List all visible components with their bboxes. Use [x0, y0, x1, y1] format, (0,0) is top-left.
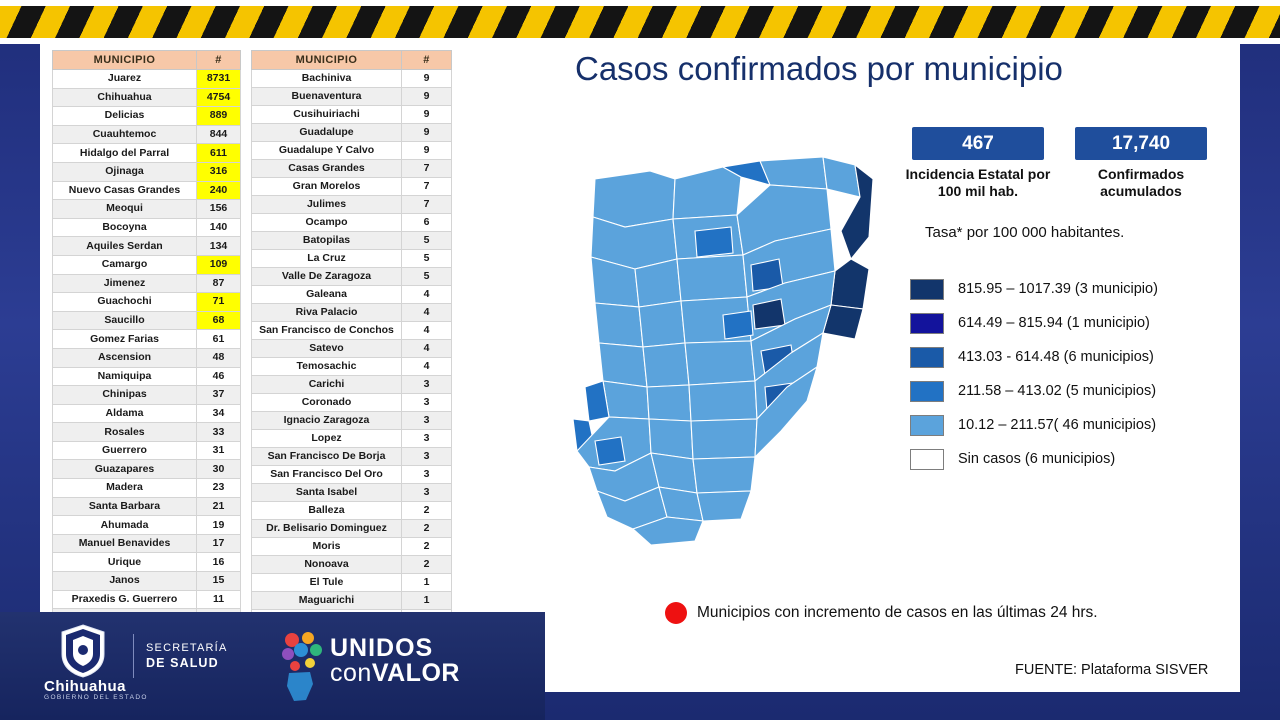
cell-count: 15 — [197, 572, 241, 591]
map-region — [603, 381, 649, 419]
cell-municipio: Meoqui — [53, 200, 197, 219]
table-row — [252, 70, 452, 88]
cell-count: 9 — [402, 70, 452, 88]
cell-count: 109 — [197, 255, 241, 274]
unidos-line1: UNIDOS — [330, 634, 434, 662]
table-row — [53, 553, 241, 572]
table-row — [53, 348, 241, 367]
table-row — [252, 556, 452, 574]
cell-municipio: Gran Morelos — [252, 178, 402, 196]
cell-count: 5 — [402, 268, 452, 286]
cell-municipio: Guerrero — [53, 441, 197, 460]
cell-municipio: Guadalupe — [252, 124, 402, 142]
table-row — [252, 196, 452, 214]
cell-count: 3 — [402, 448, 452, 466]
cell-municipio: Urique — [53, 553, 197, 572]
map-region — [647, 385, 691, 421]
stat-incidencia-value: 467 — [912, 127, 1044, 160]
cell-count: 844 — [197, 125, 241, 144]
cell-count: 4 — [402, 358, 452, 376]
state-name: Chihuahua — [44, 678, 126, 695]
cell-municipio: Ahumada — [53, 516, 197, 535]
table-row — [53, 144, 241, 163]
table-row — [53, 404, 241, 423]
cell-municipio: Praxedis G. Guerrero — [53, 590, 197, 609]
table-row — [252, 286, 452, 304]
cell-municipio: Ocampo — [252, 214, 402, 232]
table-header-row — [252, 51, 452, 70]
cell-count: 2 — [402, 520, 452, 538]
table-row — [252, 340, 452, 358]
cell-count: 87 — [197, 274, 241, 293]
map-region — [685, 341, 755, 385]
table-row — [53, 70, 241, 89]
map-region — [760, 157, 827, 189]
cell-count: 11 — [197, 590, 241, 609]
table-row — [53, 386, 241, 405]
page-title-thin: municipio — [923, 50, 1063, 87]
table-row — [53, 293, 241, 312]
cell-count: 240 — [197, 181, 241, 200]
cell-count: 46 — [197, 367, 241, 386]
table-row — [53, 479, 241, 498]
stat-incidencia-caption: Incidencia Estatal por 100 mil hab. — [905, 166, 1051, 199]
table-row — [53, 125, 241, 144]
increment-note-row — [665, 602, 1098, 624]
legend-color-swatch — [910, 279, 944, 300]
cell-municipio: Manuel Benavides — [53, 534, 197, 553]
cell-count: 4 — [402, 340, 452, 358]
cell-count: 2 — [402, 502, 452, 520]
map-region — [639, 301, 685, 347]
legend-label: 413.03 - 614.48 (6 municipios) — [958, 349, 1154, 365]
table-row — [53, 181, 241, 200]
cell-municipio: Buenaventura — [252, 88, 402, 106]
legend-label: 614.49 – 815.94 (1 municipio) — [958, 315, 1150, 331]
cell-count: 140 — [197, 218, 241, 237]
cell-municipio: San Francisco de Conchos — [252, 322, 402, 340]
table-row — [252, 214, 452, 232]
table-row — [252, 394, 452, 412]
table-row — [252, 358, 452, 376]
page-title — [575, 50, 1063, 88]
cell-municipio: El Tule — [252, 574, 402, 592]
table-body — [252, 70, 452, 628]
cell-municipio: Madera — [53, 479, 197, 498]
map-region — [723, 311, 753, 339]
legend-label: 815.95 – 1017.39 (3 municipio) — [958, 281, 1158, 297]
cell-municipio: Gomez Farias — [53, 330, 197, 349]
table-row — [53, 330, 241, 349]
increment-note-text: Municipios con incremento de casos en las últimas 24 hrs. — [697, 604, 1098, 621]
map-region-chihuahua — [753, 299, 785, 329]
cell-municipio: Balleza — [252, 502, 402, 520]
table-row — [252, 88, 452, 106]
cell-count: 889 — [197, 107, 241, 126]
legend-color-swatch — [910, 449, 944, 470]
cell-municipio: Nuevo Casas Grandes — [53, 181, 197, 200]
branding-bar — [0, 612, 545, 720]
table-row — [252, 574, 452, 592]
legend-color-swatch — [910, 415, 944, 436]
cell-count: 3 — [402, 484, 452, 502]
col-header-count: # — [402, 51, 452, 70]
cell-municipio: Guachochi — [53, 293, 197, 312]
cell-count: 7 — [402, 178, 452, 196]
cell-municipio: Riva Palacio — [252, 304, 402, 322]
cell-municipio: Julimes — [252, 196, 402, 214]
table-row — [53, 460, 241, 479]
cell-count: 16 — [197, 553, 241, 572]
table-row — [53, 590, 241, 609]
table-row — [252, 520, 452, 538]
table-row — [252, 232, 452, 250]
table-row — [252, 304, 452, 322]
cell-municipio: Cuauhtemoc — [53, 125, 197, 144]
cell-municipio: Cusihuiriachi — [252, 106, 402, 124]
cell-count: 71 — [197, 293, 241, 312]
source-text: FUENTE: Plataforma SISVER — [1015, 662, 1209, 678]
cell-municipio: Aldama — [53, 404, 197, 423]
table-row — [252, 592, 452, 610]
cell-count: 3 — [402, 466, 452, 484]
legend-label: 10.12 – 211.57( 46 municipios) — [958, 417, 1157, 433]
table-row — [252, 178, 452, 196]
cell-municipio: Moris — [252, 538, 402, 556]
table-row — [53, 534, 241, 553]
map-region — [689, 381, 757, 421]
cell-municipio: Nonoava — [252, 556, 402, 574]
stat-confirmados-caption: Confirmados acumulados — [1097, 166, 1185, 199]
cell-municipio: Valle De Zaragoza — [252, 268, 402, 286]
table-row — [252, 502, 452, 520]
map-region — [823, 157, 860, 197]
secretaria-line2: DE SALUD — [146, 656, 219, 670]
table-row — [252, 250, 452, 268]
table-row — [252, 412, 452, 430]
cell-count: 23 — [197, 479, 241, 498]
table-row — [53, 516, 241, 535]
legend-label: Sin casos (6 municipios) — [958, 451, 1116, 467]
state-outline-icon — [284, 670, 318, 704]
cell-count: 6 — [402, 214, 452, 232]
cell-count: 4 — [402, 322, 452, 340]
cell-count: 134 — [197, 237, 241, 256]
cell-count: 48 — [197, 348, 241, 367]
map-region — [643, 343, 689, 387]
legend-item — [910, 408, 1158, 442]
cell-count: 31 — [197, 441, 241, 460]
table-row — [252, 142, 452, 160]
table-row — [252, 160, 452, 178]
legend-item — [910, 272, 1158, 306]
table-row — [53, 255, 241, 274]
map-region — [649, 419, 693, 459]
cell-count: 5 — [402, 232, 452, 250]
cell-count: 19 — [197, 516, 241, 535]
brand-divider — [133, 634, 134, 678]
cell-municipio: San Francisco Del Oro — [252, 466, 402, 484]
table-body — [53, 70, 241, 628]
table-row — [252, 484, 452, 502]
cell-municipio: Juarez — [53, 70, 197, 89]
cell-count: 3 — [402, 376, 452, 394]
cell-count: 3 — [402, 430, 452, 448]
stat-confirmados-value: 17,740 — [1075, 127, 1207, 160]
cell-count: 7 — [402, 196, 452, 214]
unidos-valor: VALOR — [371, 659, 460, 687]
cell-municipio: Ojinaga — [53, 162, 197, 181]
cell-municipio: Janos — [53, 572, 197, 591]
table-row — [252, 124, 452, 142]
cell-municipio: Satevo — [252, 340, 402, 358]
cell-municipio: Bachiniva — [252, 70, 402, 88]
table-row — [252, 106, 452, 124]
cell-municipio: La Cruz — [252, 250, 402, 268]
municipality-tables — [52, 50, 452, 628]
map-region — [599, 343, 647, 387]
table-row — [53, 572, 241, 591]
cell-count: 5 — [402, 250, 452, 268]
cell-count: 9 — [402, 142, 452, 160]
cell-municipio: Camargo — [53, 255, 197, 274]
cell-municipio: Saucillo — [53, 311, 197, 330]
table-row — [53, 88, 241, 107]
table-row — [53, 200, 241, 219]
table-row — [252, 538, 452, 556]
cell-count: 4 — [402, 304, 452, 322]
cell-municipio: Rosales — [53, 423, 197, 442]
cell-count: 611 — [197, 144, 241, 163]
cell-count: 316 — [197, 162, 241, 181]
table-row — [53, 497, 241, 516]
cell-municipio: Bocoyna — [53, 218, 197, 237]
cell-count: 1 — [402, 574, 452, 592]
cell-municipio: San Francisco De Borja — [252, 448, 402, 466]
map-region — [673, 167, 741, 219]
map-region — [595, 437, 625, 465]
tasa-note: Tasa* por 100 000 habitantes. — [925, 224, 1125, 241]
col-header-municipio: MUNICIPIO — [53, 51, 197, 70]
legend-item — [910, 442, 1158, 476]
cell-count: 4 — [402, 286, 452, 304]
cell-count: 61 — [197, 330, 241, 349]
table-row — [53, 237, 241, 256]
cell-municipio: Santa Barbara — [53, 497, 197, 516]
cell-count: 68 — [197, 311, 241, 330]
cell-count: 33 — [197, 423, 241, 442]
cell-municipio: Lopez — [252, 430, 402, 448]
cell-count: 37 — [197, 386, 241, 405]
cell-municipio: Dr. Belisario Dominguez — [252, 520, 402, 538]
state-subtitle: GOBIERNO DEL ESTADO — [44, 694, 148, 701]
secretaria-line1: SECRETARÍA — [146, 642, 228, 654]
cell-municipio: Coronado — [252, 394, 402, 412]
table-row — [252, 322, 452, 340]
cell-count: 17 — [197, 534, 241, 553]
table-header-row — [53, 51, 241, 70]
page-title-main: Casos confirmados por — [575, 50, 924, 87]
table-row — [53, 274, 241, 293]
cell-municipio: Hidalgo del Parral — [53, 144, 197, 163]
table-row — [53, 441, 241, 460]
cell-count: 34 — [197, 404, 241, 423]
map-legend — [910, 272, 1158, 476]
right-panel — [545, 44, 1240, 692]
map-svg — [555, 119, 895, 569]
legend-color-swatch — [910, 313, 944, 334]
cell-count: 156 — [197, 200, 241, 219]
map-region — [831, 259, 869, 309]
legend-color-swatch — [910, 347, 944, 368]
cell-municipio: Ascension — [53, 348, 197, 367]
table-row — [53, 423, 241, 442]
cell-municipio: Temosachic — [252, 358, 402, 376]
cell-count: 30 — [197, 460, 241, 479]
legend-item — [910, 340, 1158, 374]
legend-color-swatch — [910, 381, 944, 402]
cell-count: 3 — [402, 412, 452, 430]
table-row — [252, 430, 452, 448]
cell-count: 1 — [402, 592, 452, 610]
cell-municipio: Guazapares — [53, 460, 197, 479]
cell-count: 2 — [402, 556, 452, 574]
cell-count: 9 — [402, 106, 452, 124]
table-row — [53, 311, 241, 330]
cell-count: 4754 — [197, 88, 241, 107]
chihuahua-map — [555, 119, 895, 569]
map-region — [695, 227, 733, 257]
table-row — [252, 448, 452, 466]
table-row — [252, 466, 452, 484]
cell-municipio: Ignacio Zaragoza — [252, 412, 402, 430]
table-municipios-1 — [52, 50, 241, 628]
cell-municipio: Batopilas — [252, 232, 402, 250]
unidos-line2 — [330, 659, 460, 688]
cell-municipio: Maguarichi — [252, 592, 402, 610]
map-region — [677, 255, 747, 301]
legend-item — [910, 374, 1158, 408]
table-row — [252, 268, 452, 286]
table-row — [53, 218, 241, 237]
map-region — [693, 457, 755, 493]
col-header-municipio: MUNICIPIO — [252, 51, 402, 70]
col-header-count: # — [197, 51, 241, 70]
cell-municipio: Casas Grandes — [252, 160, 402, 178]
cell-count: 9 — [402, 124, 452, 142]
red-dot-icon — [665, 602, 687, 624]
unidos-con: con — [330, 659, 372, 687]
hazard-top-edge — [0, 0, 1280, 6]
cell-municipio: Jimenez — [53, 274, 197, 293]
cell-municipio: Galeana — [252, 286, 402, 304]
cell-municipio: Guadalupe Y Calvo — [252, 142, 402, 160]
legend-item — [910, 306, 1158, 340]
legend-label: 211.58 – 413.02 (5 municipios) — [958, 383, 1157, 399]
cell-municipio: Namiquipa — [53, 367, 197, 386]
chihuahua-shield-icon — [60, 624, 106, 678]
table-row — [252, 376, 452, 394]
table-row — [53, 162, 241, 181]
map-region — [697, 491, 751, 521]
cell-count: 9 — [402, 88, 452, 106]
cell-municipio: Santa Isabel — [252, 484, 402, 502]
cell-count: 21 — [197, 497, 241, 516]
cell-count: 2 — [402, 538, 452, 556]
map-region — [593, 171, 675, 227]
cell-count: 3 — [402, 394, 452, 412]
cell-count: 7 — [402, 160, 452, 178]
table-municipios-2 — [251, 50, 452, 628]
cell-municipio: Chihuahua — [53, 88, 197, 107]
table-row — [53, 107, 241, 126]
map-region — [691, 419, 757, 459]
cell-municipio: Delicias — [53, 107, 197, 126]
cell-municipio: Aquiles Serdan — [53, 237, 197, 256]
table-row — [53, 367, 241, 386]
cell-municipio: Chinipas — [53, 386, 197, 405]
cell-municipio: Carichi — [252, 376, 402, 394]
map-region — [595, 303, 643, 347]
cell-count: 8731 — [197, 70, 241, 89]
